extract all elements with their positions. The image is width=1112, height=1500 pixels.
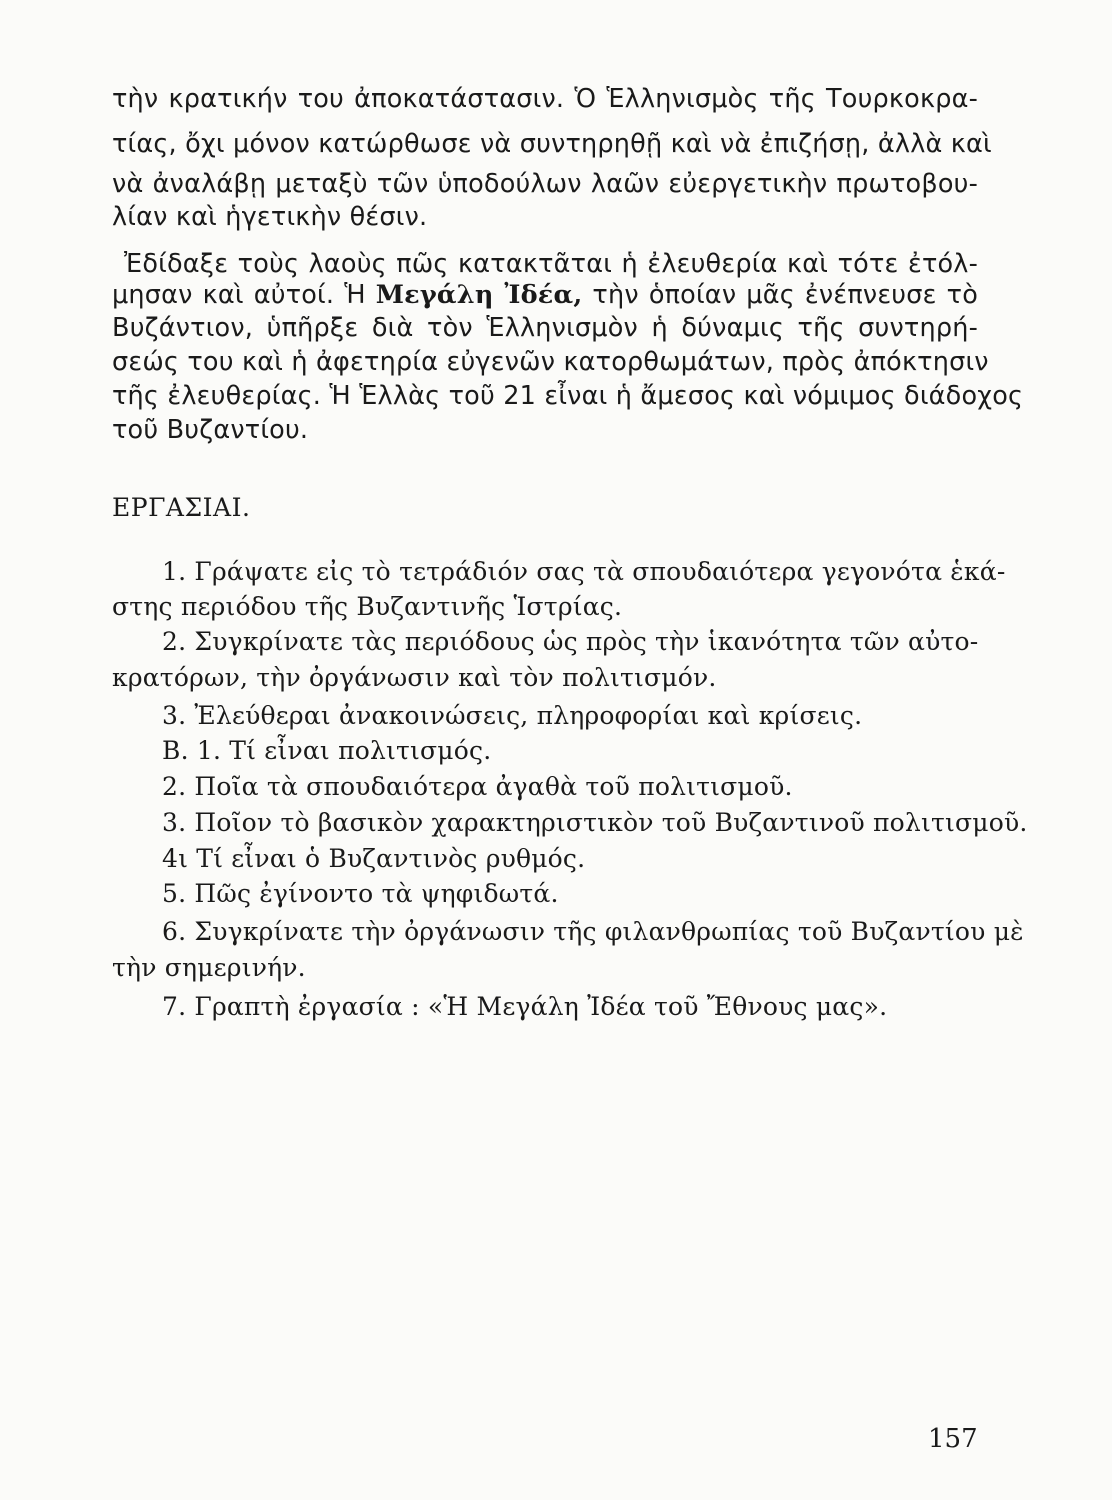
exercise-line: 6. Συγκρίνατε τὴν ὀργάνωσιν τῆς φιλανθρωπίας τοῦ Βυζαντίου μὲ [162,917,1024,946]
page-number: 157 [928,1424,978,1454]
text-line: σεώς του καὶ ἡ ἀφετηρία εὐγενῶν κατορθωμάτων, πρὸς ἀπόκτησιν [112,347,989,377]
text-line: τὴν κρατικήν του ἀποκατάστασιν. Ὁ Ἑλληνισμὸς τῆς Τουρκοκρα- [112,84,978,114]
text-line-with-bold [112,278,978,312]
text-line: νὰ ἀναλάβῃ μεταξὺ τῶν ὑποδούλων λαῶν εὐεργετικὴν πρωτοβου- [112,169,978,199]
section-heading: ΕΡΓΑΣΙΑΙ. [112,493,251,522]
bold-term: Μεγάλη Ἰδέα, [375,280,583,310]
exercise-line: 4ι Τί εἶναι ὁ Βυζαντινὸς ρυθμός. [162,844,586,873]
exercise-line: 3. Ἐλεύθεραι ἀνακοινώσεις, πληροφορίαι καὶ κρίσεις. [162,701,863,730]
exercise-line: 7. Γραπτὴ ἐργασία : «Ἡ Μεγάλη Ἰδέα τοῦ Ἔθνους μας». [162,992,888,1021]
exercise-line: 3. Ποῖον τὸ βασικὸν χαρακτηριστικὸν τοῦ Βυζαντινοῦ πολιτισμοῦ. [162,808,1028,837]
exercise-line: τὴν σημερινήν. [112,953,306,982]
exercise-line: 5. Πῶς ἐγίνοντο τὰ ψηφιδωτά. [162,879,559,908]
exercise-line: Β. 1. Τί εἶναι πολιτισμός. [162,736,492,765]
text-line: τοῦ Βυζαντίου. [112,415,309,445]
exercise-line: 1. Γράψατε εἰς τὸ τετράδιόν σας τὰ σπουδαιότερα γεγονότα ἑκά- [162,557,1006,586]
exercise-line: 2. Ποῖα τὰ σπουδαιότερα ἀγαθὰ τοῦ πολιτισμοῦ. [162,772,793,801]
text-line: Ἐδίδαξε τοὺς λαοὺς πῶς κατακτᾶται ἡ ἐλευθερία καὶ τότε ἐτόλ- [124,249,978,279]
text-run: μησαν καὶ αὐτοί. Ἡ [112,280,376,310]
text-line: Βυζάντιον, ὑπῆρξε διὰ τὸν Ἑλληνισμὸν ἡ δύναμις τῆς συντηρή- [112,313,978,343]
exercise-line: 2. Συγκρίνατε τὰς περιόδους ὡς πρὸς τὴν ἱκανότητα τῶν αὐτο- [162,627,979,656]
text-line: τίας, ὄχι μόνον κατώρθωσε νὰ συντηρηθῇ καὶ νὰ ἐπιζήσῃ, ἀλλὰ καὶ [112,129,992,159]
text-line: λίαν καὶ ἡγετικὴν θέσιν. [112,202,428,232]
text-run: τὴν ὁποίαν μᾶς ἐνέπνευσε τὸ [582,280,978,310]
exercise-line: κρατόρων, τὴν ὀργάνωσιν καὶ τὸν πολιτισμόν. [112,663,717,692]
exercise-line: στης περιόδου τῆς Βυζαντινῆς Ἱστρίας. [112,592,623,621]
text-line: τῆς ἐλευθερίας. Ἡ Ἑλλὰς τοῦ 21 εἶναι ἡ ἄμεσος καὶ νόμιμος διάδοχος [112,381,1024,411]
